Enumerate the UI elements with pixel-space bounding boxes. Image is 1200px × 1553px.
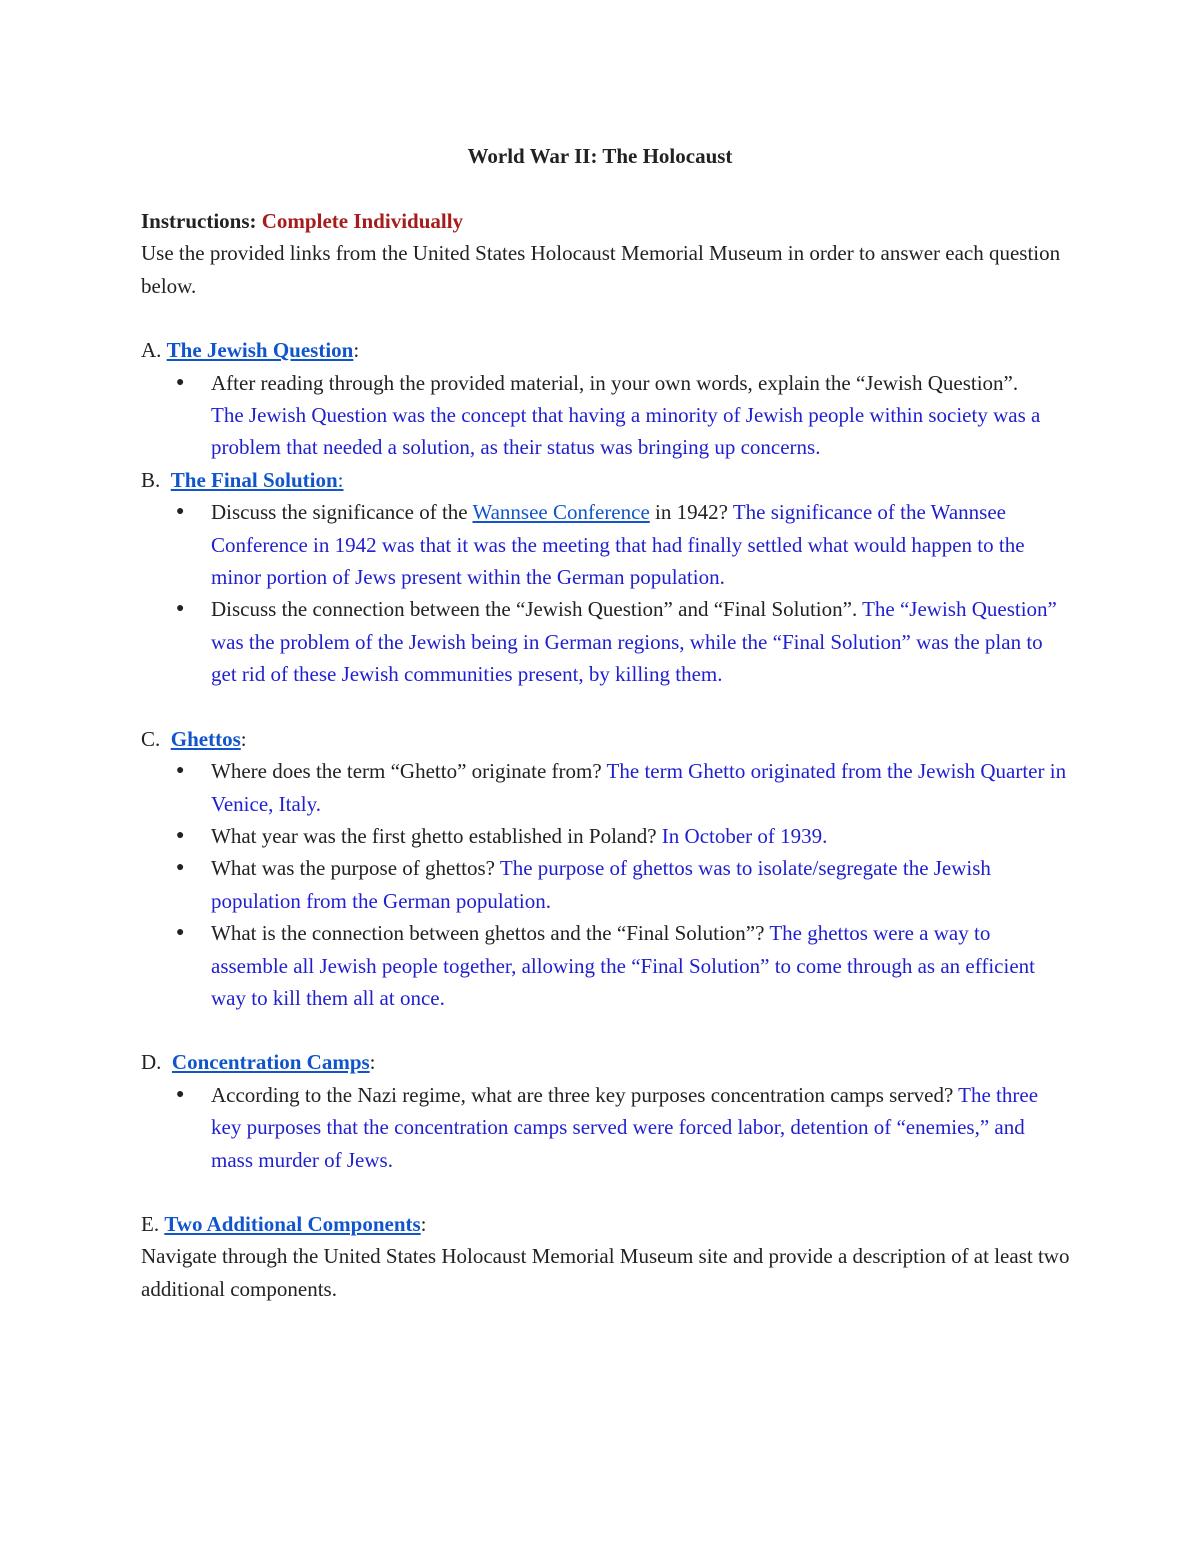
section-b-letter: B. bbox=[141, 467, 161, 492]
section-e-heading: E. Two Additional Components: bbox=[141, 1211, 427, 1236]
section-c-link[interactable]: Ghettos bbox=[170, 726, 241, 751]
list-item bbox=[141, 755, 1071, 820]
section-b-link[interactable]: The Final Solution bbox=[170, 467, 338, 492]
list-item bbox=[141, 852, 1071, 917]
list-item bbox=[141, 496, 1071, 593]
section-a-letter: A. bbox=[141, 338, 162, 363]
question-text: Where does the term “Ghetto” originate from? bbox=[211, 759, 602, 784]
page-title: World War II: The Holocaust bbox=[467, 144, 733, 168]
instructions-text: Use the provided links from the United States Holocaust Memorial Museum in order to answer each question below. bbox=[141, 241, 1061, 298]
section-d-letter: D. bbox=[141, 1050, 162, 1075]
question-text: What was the purpose of ghettos? bbox=[211, 856, 496, 881]
question-text: What year was the first ghetto established in Poland? bbox=[211, 823, 657, 848]
question-text: After reading through the provided material, in your own words, explain the “Jewish Question”. bbox=[211, 370, 1019, 395]
bullet-icon: ● bbox=[176, 601, 185, 617]
instructions-value: Complete Individually bbox=[261, 209, 464, 233]
answer-text: The term Ghetto originated from the Jewish Quarter in Venice, Italy. bbox=[211, 759, 1067, 816]
document-body bbox=[141, 205, 1071, 1305]
answer-text: The three key purposes that the concentration camps served were forced labor, detention of “enemies,” and mass murder of Jews. bbox=[211, 1082, 1039, 1172]
question-text: Discuss the connection between the “Jewish Question” and “Final Solution”. bbox=[211, 597, 858, 622]
answer-text: The ghettos were a way to assemble all Jewish people together, allowing the “Final Solution” to come through as an efficient way to kill them all at once. bbox=[211, 921, 1035, 1010]
answer-text: The “Jewish Question” was the problem of the Jewish being in German regions, while the “Final Solution” was the plan to get rid of these Jewish communities present, by killing them. bbox=[211, 597, 1057, 687]
section-c-heading: C. Ghettos: bbox=[141, 726, 247, 751]
answer-text: The Jewish Question was the concept that having a minority of Jewish people within society was a problem that needed a solution, as their status was bringing up concerns. bbox=[211, 403, 1041, 460]
section-e-text: Navigate through the United States Holocaust Memorial Museum site and provide a description of at least two additional components. bbox=[141, 1244, 1070, 1301]
list-item bbox=[141, 917, 1071, 1014]
list-item bbox=[141, 367, 1071, 464]
bullet-icon: ● bbox=[176, 763, 185, 779]
section-a-list bbox=[141, 367, 1071, 464]
section-b-list bbox=[141, 496, 1071, 690]
question-text: According to the Nazi regime, what are three key purposes concentration camps served? bbox=[211, 1082, 954, 1107]
bullet-icon: ● bbox=[176, 827, 185, 843]
bullet-icon: ● bbox=[176, 374, 185, 390]
section-c-list bbox=[141, 755, 1071, 1014]
instructions-line bbox=[141, 205, 1071, 237]
list-item bbox=[141, 820, 1071, 852]
question-text: What is the connection between ghettos and the “Final Solution”? bbox=[211, 921, 765, 946]
section-b-heading: B. The Final Solution: bbox=[141, 467, 344, 492]
wannsee-conference-link[interactable]: Wannsee Conference bbox=[472, 500, 650, 525]
question-text: Discuss the significance of the bbox=[211, 500, 468, 525]
section-d-list bbox=[141, 1079, 1071, 1176]
bullet-icon: ● bbox=[176, 925, 185, 941]
instructions-label: Instructions: bbox=[141, 209, 257, 233]
section-a-link[interactable]: The Jewish Question bbox=[166, 338, 354, 363]
bullet-icon: ● bbox=[176, 860, 185, 876]
list-item bbox=[141, 1079, 1071, 1176]
section-d-heading: D. Concentration Camps: bbox=[141, 1050, 376, 1075]
question-text: in 1942? bbox=[655, 500, 728, 525]
bullet-icon: ● bbox=[176, 504, 185, 520]
list-item bbox=[141, 593, 1071, 690]
bullet-icon: ● bbox=[176, 1086, 185, 1102]
answer-text: In October of 1939. bbox=[661, 823, 828, 848]
section-e-letter: E. bbox=[141, 1211, 160, 1236]
section-a-heading: A. The Jewish Question: bbox=[141, 338, 360, 363]
answer-text: The purpose of ghettos was to isolate/segregate the Jewish population from the German population. bbox=[211, 856, 991, 913]
answer-text: The significance of the Wannsee Conference in 1942 was that it was the meeting that had finally settled what would happen to the minor portion of Jews present within the German population. bbox=[211, 500, 1025, 590]
section-e-link[interactable]: Two Additional Components bbox=[164, 1211, 421, 1236]
section-d-link[interactable]: Concentration Camps bbox=[171, 1050, 370, 1075]
section-c-letter: C. bbox=[141, 726, 161, 751]
